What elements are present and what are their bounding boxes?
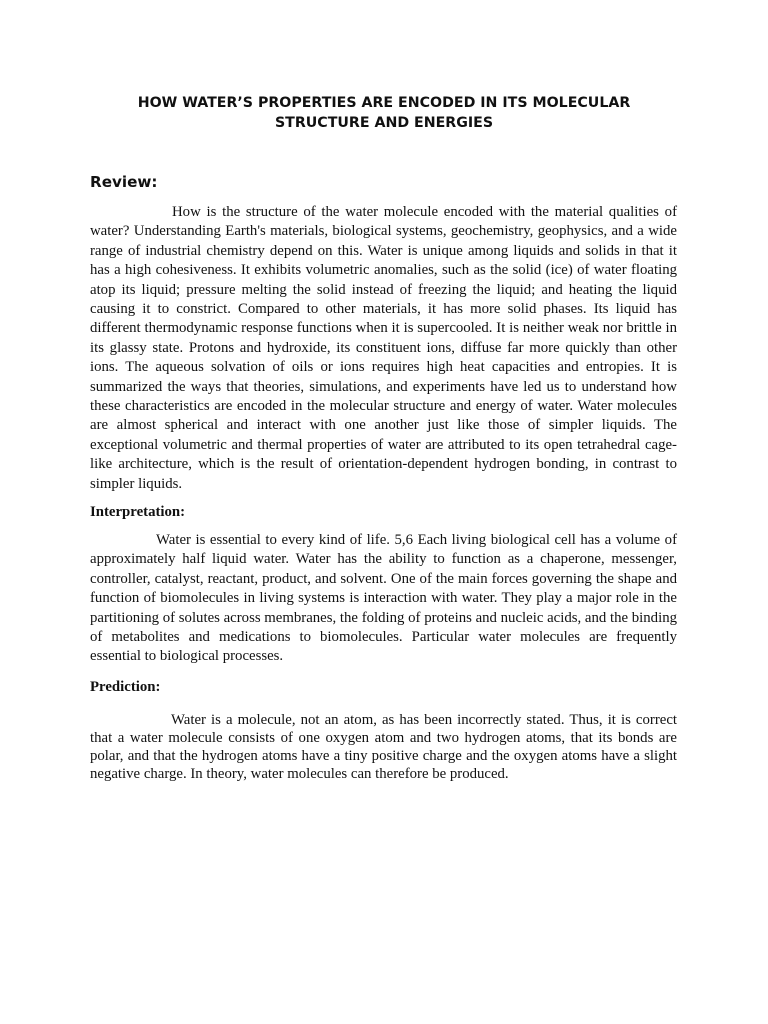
interpretation-heading: Interpretation: xyxy=(90,504,186,520)
interpretation-paragraph: Water is essential to every kind of life. 5,6 Each living biological cell has a volume of approximately half liquid water. Water has the ability to function as a chaperone, messenger, controller, catalyst, reactant, product, and solvent. One of the main forces governing the shape and function of biomolecules in living systems is interaction with water. They play a major role in the partitioning of solutes across membranes, the folding of proteins and nucleic acids, and the binding of metabolites and medications to biomolecules. Particular water molecules are frequently essential to biological processes. xyxy=(90,532,677,665)
prediction-heading: Prediction: xyxy=(90,679,161,695)
document-title xyxy=(90,93,678,133)
document-title-line-1: HOW WATER’S PROPERTIES ARE ENCODED IN ITS MOLECULAR xyxy=(137,95,631,111)
document-title-line-2: STRUCTURE AND ENERGIES xyxy=(274,115,494,131)
review-paragraph: How is the structure of the water molecule encoded with the material qualities of water? Understanding Earth's materials, biological systems, geochemistry, geophysics, and a wide range of industrial chemistry depend on this. Water is unique among liquids and solids in that it has a high cohesiveness. It exhibits volumetric anomalies, such as the solid (ice) of water floating atop its liquid; pressure melting the solid instead of freezing the liquid; and heating the liquid causing it to constrict. Compared to other materials, it has more solid phases. Its liquid has different thermodynamic response functions when it is supercooled. It is neither weak nor brittle in its glassy state. Protons and hydroxide, its constituent ions, diffuse far more quickly than other ions. The aqueous solvation of oils or ions requires high heat capacities and entropies. It is summarized the ways that theories, simulations, and experiments have led us to understand how these characteristics are encoded in the molecular structure and energy of water. Water molecules are almost spherical and interact with one another just like those of simpler liquids. The exceptional volumetric and thermal properties of water are attributed to its open tetrahedral cage-like architecture, which is the result of orientation-dependent hydrogen bonding, in contrast to simpler liquids. xyxy=(90,204,677,492)
prediction-paragraph: Water is a molecule, not an atom, as has been incorrectly stated. Thus, it is correct that a water molecule consists of one oxygen atom and two hydrogen atoms, that its bonds are polar, and that the hydrogen atoms have a tiny positive charge and the oxygen atoms have a slight negative charge. In theory, water molecules can therefore be produced. xyxy=(90,712,677,782)
review-heading: Review: xyxy=(90,173,158,191)
